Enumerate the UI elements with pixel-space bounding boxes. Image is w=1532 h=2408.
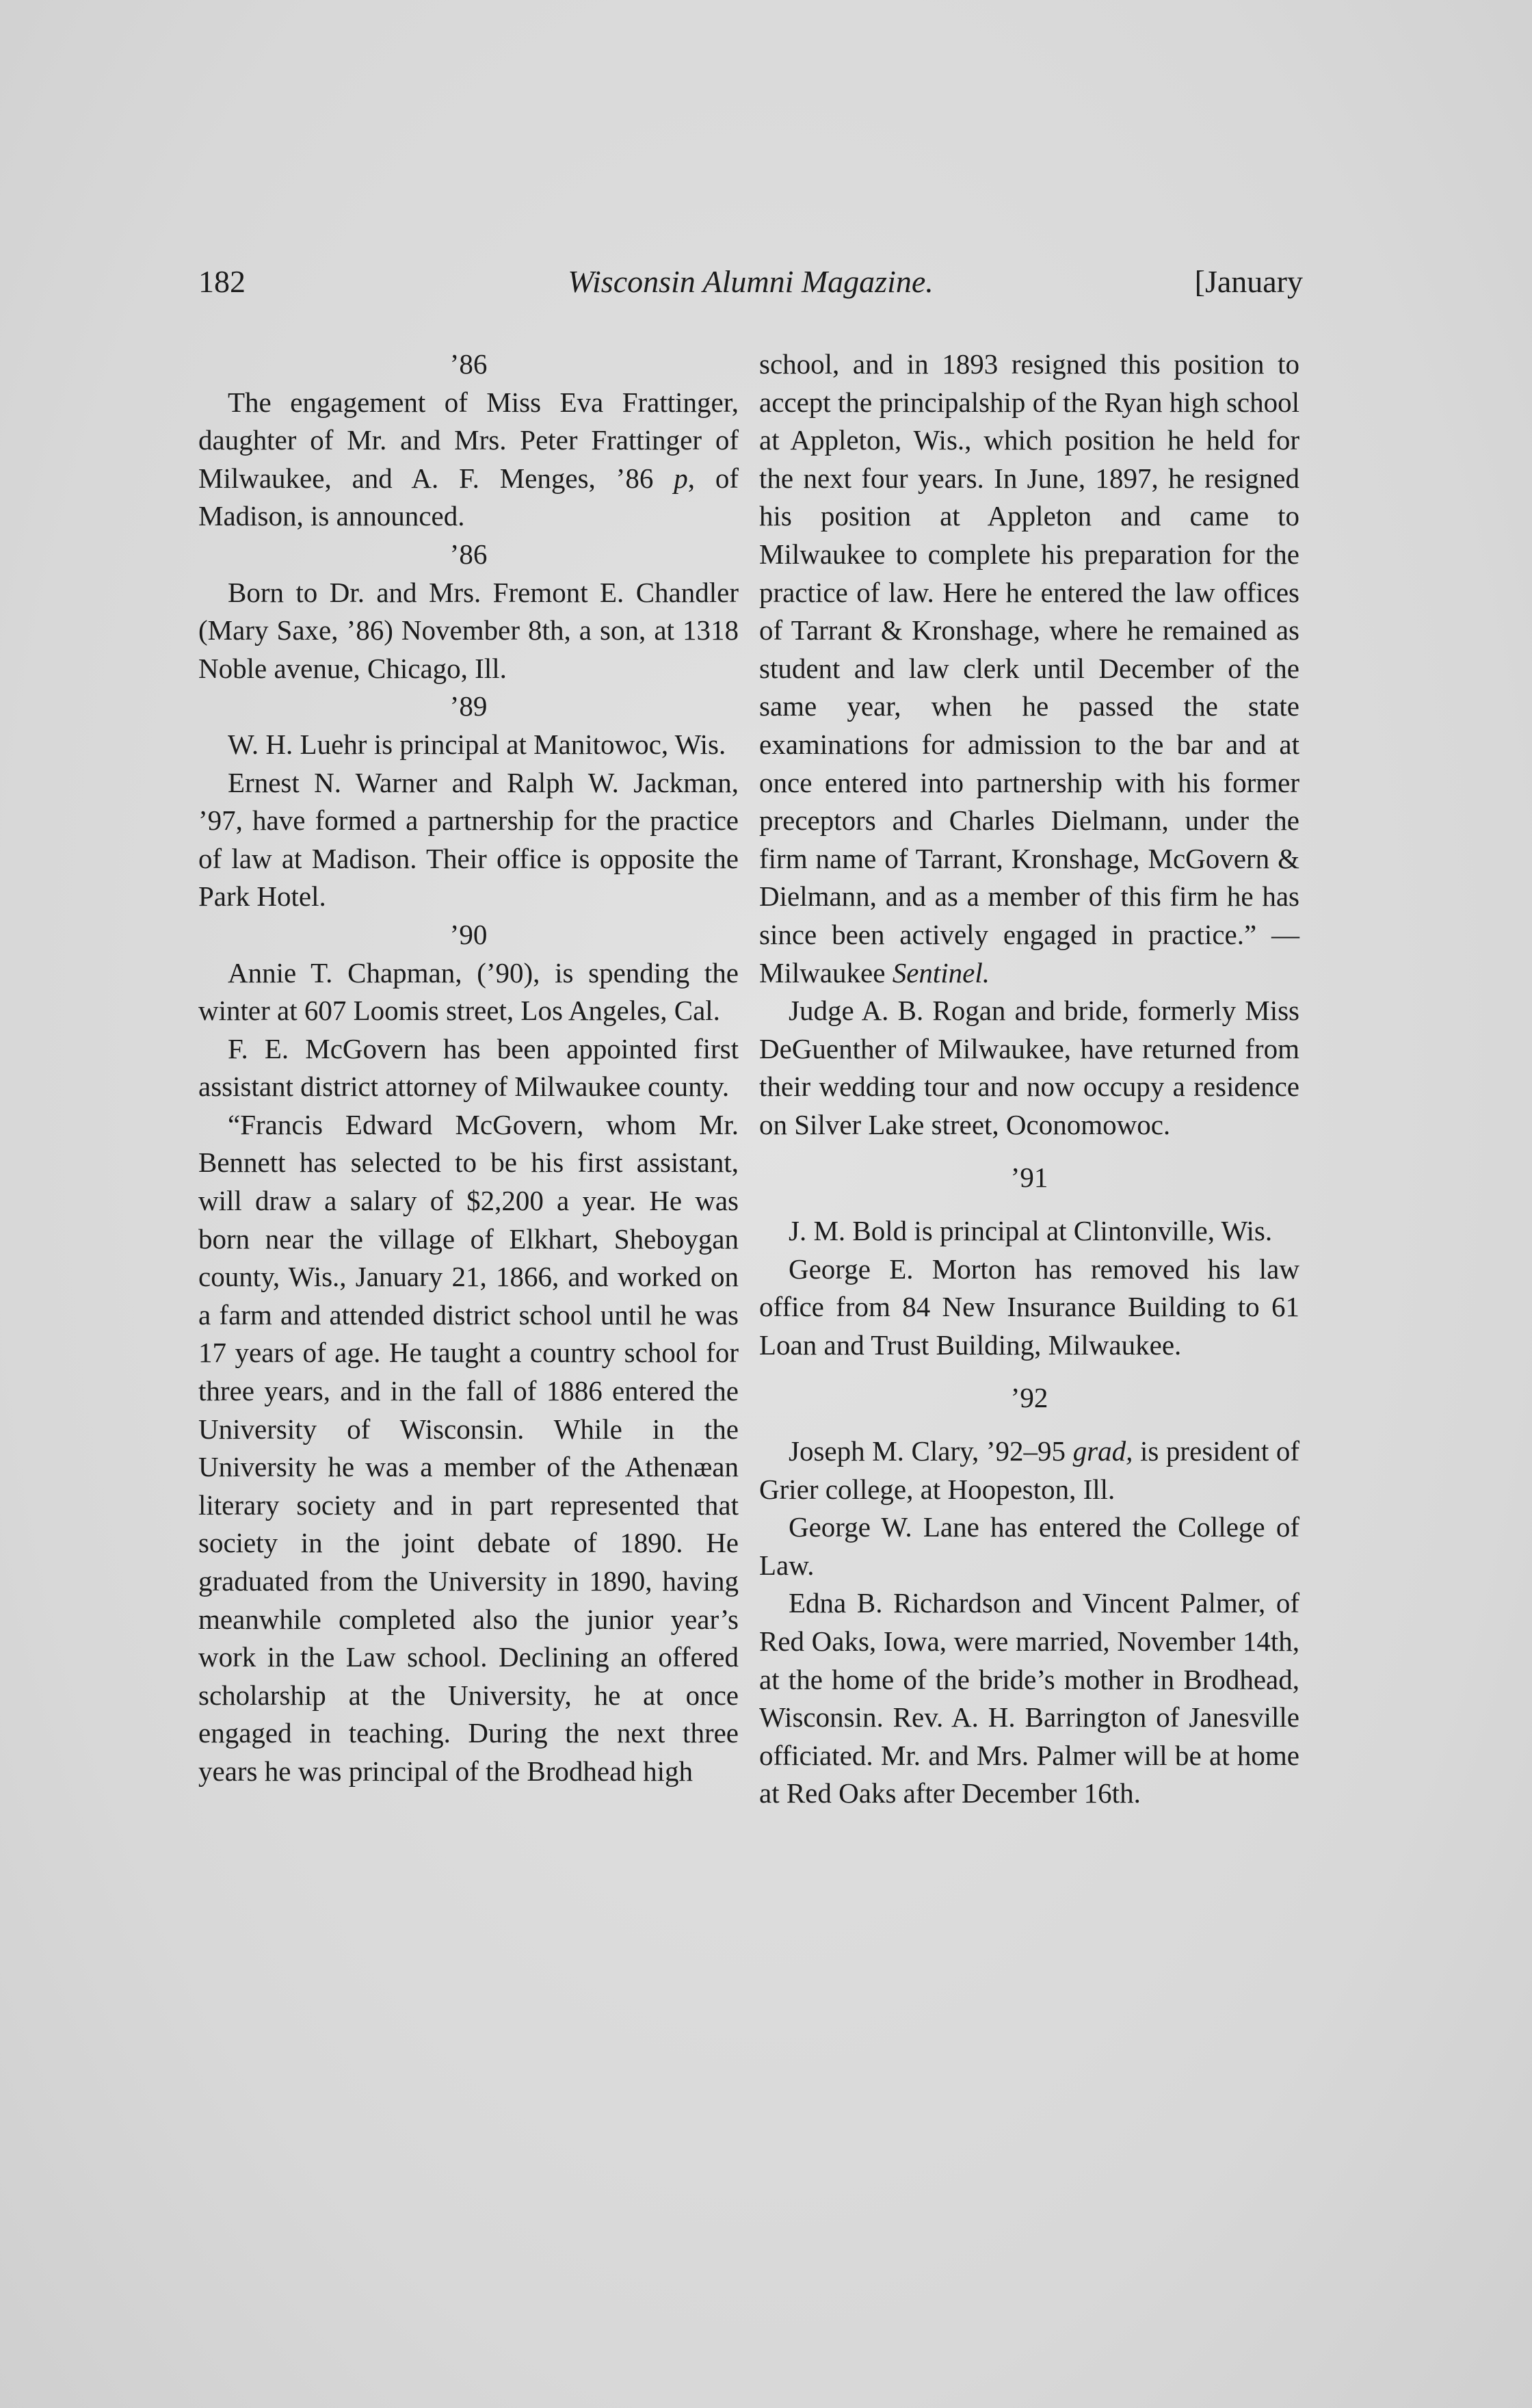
running-header	[198, 263, 1303, 311]
item-text-italic: p	[674, 462, 688, 494]
item-text-italic: Sentinel.	[892, 956, 990, 989]
item-lane: George W. Lane has entered the College of Law.	[759, 1511, 1299, 1581]
item-text: , of Madison, is announced.	[198, 462, 739, 532]
item-chapman: Annie T. Chapman, (’90), is spending the winter at 607 Loomis street, Los Angeles, Cal.	[198, 956, 739, 1027]
right-column	[759, 345, 1299, 1813]
item-text: The engagement of Miss Eva Frattinger, daughter of Mr. and Mrs. Peter Frattinger of Milwaukee, and A. F. Menges, ’86	[198, 386, 739, 494]
journal-title: Wisconsin Alumni Magazine.	[568, 264, 934, 299]
class-year-heading: ’90	[449, 918, 488, 950]
item-text-italic: grad,	[1072, 1435, 1133, 1467]
item-warner-jackman: Ernest N. Warner and Ralph W. Jackman, ’97, have formed a partnership for the practice of law at Madison. Their office is opposite the Park Hotel.	[198, 766, 739, 913]
item-rogan: Judge A. B. Rogan and bride, formerly Miss DeGuenther of Milwaukee, have returned from their wedding tour and now occupy a residence on Silver Lake street, Oconomowoc.	[759, 995, 1299, 1140]
issue-month: [January	[1194, 264, 1303, 299]
item-text: is president of Grier college, at Hoopeston, Ill.	[759, 1435, 1299, 1505]
item-luehr: W. H. Luehr is principal at Manitowoc, Wis.	[228, 728, 726, 760]
item-clary	[759, 1432, 1299, 1508]
item-mcgovern-quote: “Francis Edward McGovern, whom Mr. Bennett has selected to be his first assistant, will draw a salary of $2,200 a year. He was born near the village of Elkhart, Sheboygan county, Wis., January 21, 1866, and worked on a farm and attended district school until he was 17 years of age. He taught a country school for three years, and in the fall of 1886 entered the University of Wisconsin. While in the University he was a member of the Athenæan literary society and in part represented that society in the joint debate of 1890. He graduated from the University in 1890, having meanwhile completed also the junior year’s work in the Law school. Declining an offered scholarship at the University, he at once engaged in teaching. During the next three years he was principal of the Brodhead high	[198, 1108, 739, 1787]
item-text: school, and in 1893 resigned this position to accept the principalship of the Ryan high school at Appleton, Wis., which position he held for the next four years. In June, 1897, he resigned his position at Appleton and came to Milwaukee to complete his preparation for the practice of law. Here he entered the law offices of Tarrant & Kronshage, where he remained as student and law clerk until December of the same year, when he passed the state examinations for admission to the bar and at once entered into partnership with his former preceptors and Charles Dielmann, under the firm name of Tarrant, Kronshage, McGovern & Dielmann, and as a member of this firm he has since been actively engaged in practice.” — Milwaukee	[759, 348, 1299, 989]
item-chandler-birth: Born to Dr. and Mrs. Fremont E. Chandler (Mary Saxe, ’86) November 8th, a son, at 1318 Noble avenue, Chicago, Ill.	[198, 576, 739, 684]
item-bold: J. M. Bold is principal at Clintonville, Wis.	[789, 1215, 1273, 1247]
item-frattinger-engagement	[198, 384, 739, 536]
item-mcgovern-appointment: F. E. McGovern has been appointed first assistant district attorney of Milwaukee county.	[198, 1032, 739, 1103]
item-mcgovern-quote-continued	[759, 345, 1299, 992]
left-column	[198, 345, 739, 1791]
item-morton: George E. Morton has removed his law office from 84 New Insurance Building to 61 Loan and Trust Building, Milwaukee.	[759, 1253, 1299, 1361]
class-year-heading: ’92	[1010, 1382, 1048, 1414]
class-year-heading: ’89	[449, 690, 488, 722]
class-year-heading: ’91	[1010, 1162, 1048, 1194]
item-richardson-palmer: Edna B. Richardson and Vincent Palmer, of Red Oaks, Iowa, were married, November 14th, at the home of the bride’s mother in Brodhead, Wisconsin. Rev. A. H. Barrington of Janesville officiated. Mr. and Mrs. Palmer will be at home at Red Oaks after December 16th.	[759, 1587, 1299, 1809]
class-year-heading: ’86	[449, 538, 488, 570]
class-year-heading: ’86	[449, 348, 488, 380]
item-text: Joseph M. Clary, ’92–95	[789, 1435, 1073, 1467]
page-number: 182	[198, 264, 246, 299]
